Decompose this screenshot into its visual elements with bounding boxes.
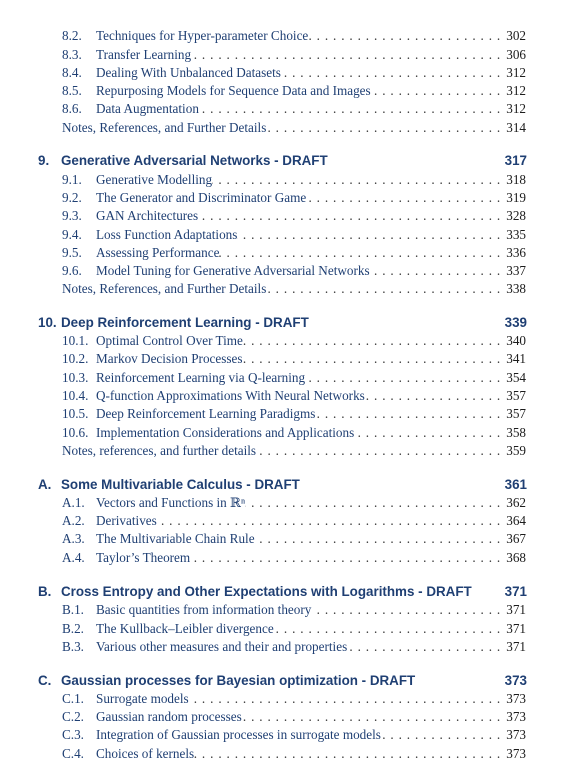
toc-entry-a-4[interactable] bbox=[62, 548, 526, 567]
leader-dots bbox=[237, 225, 500, 244]
page-number: 314 bbox=[506, 120, 526, 135]
section-title: Integration of Gaussian processes in surrogate models bbox=[96, 727, 381, 742]
section-title: Derivatives bbox=[96, 513, 157, 528]
section-number: 8.3. bbox=[62, 47, 82, 62]
leader-dots bbox=[266, 118, 500, 137]
section-title: Techniques for Hyper-parameter Choice bbox=[96, 28, 309, 43]
section-title: The Multivariable Chain Rule bbox=[96, 531, 255, 546]
leader-dots bbox=[194, 744, 500, 763]
page-number: 371 bbox=[504, 584, 527, 599]
section-number: 10.2. bbox=[62, 351, 89, 366]
chapter-number: 10. bbox=[38, 315, 57, 330]
section-title: Notes, References, and Further Details bbox=[62, 120, 267, 135]
page-number: 335 bbox=[506, 227, 526, 242]
leader-dots bbox=[190, 548, 500, 567]
section-number: 10.4. bbox=[62, 388, 89, 403]
leader-dots bbox=[305, 368, 500, 387]
leader-dots bbox=[381, 725, 500, 744]
page-number: 339 bbox=[504, 315, 527, 330]
page-number: 336 bbox=[506, 245, 526, 260]
leader-dots bbox=[243, 331, 500, 350]
section-number: C.3. bbox=[62, 727, 84, 742]
section-number: 8.2. bbox=[62, 28, 82, 43]
toc-entry-notes[interactable] bbox=[62, 118, 526, 137]
chapter-title: Some Multivariable Calculus - DRAFT bbox=[61, 477, 300, 492]
page-number: 358 bbox=[506, 425, 526, 440]
page-number: 368 bbox=[506, 550, 526, 565]
section-number: B.2. bbox=[62, 621, 84, 636]
toc-entry-a-3[interactable] bbox=[62, 529, 526, 548]
section-number: C.1. bbox=[62, 691, 84, 706]
section-title: Notes, references, and further details bbox=[62, 443, 257, 458]
leader-dots bbox=[189, 689, 501, 708]
page-number: 338 bbox=[506, 281, 526, 296]
section-title: Implementation Considerations and Applications bbox=[96, 425, 355, 440]
leader-dots bbox=[281, 63, 500, 82]
page-number: 306 bbox=[506, 47, 526, 62]
toc-entry-10-4[interactable] bbox=[62, 386, 526, 405]
leader-dots bbox=[308, 26, 500, 45]
section-title: The Generator and Discriminator Game bbox=[96, 190, 307, 205]
page-number: 312 bbox=[506, 83, 526, 98]
page-number: 362 bbox=[506, 495, 526, 510]
section-title: Various other measures and their and properties bbox=[96, 639, 348, 654]
section-title: Transfer Learning bbox=[96, 47, 192, 62]
toc-chapter-9[interactable] bbox=[38, 150, 527, 171]
page-number: 373 bbox=[506, 727, 526, 742]
section-title: Taylor’s Theorem bbox=[96, 550, 191, 565]
page-number: 359 bbox=[506, 443, 526, 458]
page-number: 371 bbox=[506, 602, 526, 617]
toc-entry-10-6[interactable] bbox=[62, 423, 526, 442]
toc-entry-c-3[interactable] bbox=[62, 725, 526, 744]
page-number: 373 bbox=[506, 709, 526, 724]
section-title: The Kullback–Leibler divergence bbox=[96, 621, 274, 636]
section-number: B.3. bbox=[62, 639, 84, 654]
section-title: Gaussian random processes bbox=[96, 709, 242, 724]
toc-entry-c-2[interactable] bbox=[62, 707, 526, 726]
section-number: 9.4. bbox=[62, 227, 82, 242]
page-number: 340 bbox=[506, 333, 526, 348]
page-number: 367 bbox=[506, 531, 526, 546]
page-number: 312 bbox=[506, 65, 526, 80]
toc-entry-10-1[interactable] bbox=[62, 331, 526, 350]
section-number: A.4. bbox=[62, 550, 85, 565]
page-number: 373 bbox=[504, 673, 527, 688]
section-title: Generative Modelling bbox=[96, 172, 213, 187]
leader-dots bbox=[219, 243, 500, 262]
chapter-number: C. bbox=[38, 673, 52, 688]
section-number: 9.1. bbox=[62, 172, 82, 187]
leader-dots bbox=[274, 619, 501, 638]
toc-appendix-a[interactable] bbox=[38, 474, 527, 495]
chapter-title: Cross Entropy and Other Expectations with Logarithms - DRAFT bbox=[61, 584, 472, 599]
section-title: Model Tuning for Generative Adversarial Networks bbox=[96, 263, 370, 278]
toc-entry-8-3[interactable] bbox=[62, 45, 526, 64]
leader-dots bbox=[311, 600, 500, 619]
section-title: Dealing With Unbalanced Datasets bbox=[96, 65, 281, 80]
section-title: Q-function Approximations With Neural Networks bbox=[96, 388, 365, 403]
section-number: 9.2. bbox=[62, 190, 82, 205]
toc-entry-b-1[interactable] bbox=[62, 600, 526, 619]
toc-entry-9-2[interactable] bbox=[62, 188, 526, 207]
page-number: 328 bbox=[506, 208, 526, 223]
toc-entry-9-1[interactable] bbox=[62, 170, 526, 189]
section-number: 9.3. bbox=[62, 208, 82, 223]
section-title: Data Augmentation bbox=[96, 101, 199, 116]
section-title: Repurposing Models for Sequence Data and Images bbox=[96, 83, 371, 98]
leader-dots bbox=[245, 493, 500, 512]
section-title: Assessing Performance bbox=[96, 245, 220, 260]
toc-entry-c-1[interactable] bbox=[62, 689, 526, 708]
page-number: 357 bbox=[506, 388, 526, 403]
toc-entry-9-5[interactable] bbox=[62, 243, 526, 262]
chapter-title: Deep Reinforcement Learning - DRAFT bbox=[61, 315, 309, 330]
toc-entry-10-3[interactable] bbox=[62, 368, 526, 387]
toc-entry-8-5[interactable] bbox=[62, 81, 526, 100]
section-number: A.3. bbox=[62, 531, 85, 546]
leader-dots bbox=[354, 423, 500, 442]
section-title: Markov Decision Processes bbox=[96, 351, 243, 366]
toc-entry-a-1[interactable] bbox=[62, 493, 526, 512]
leader-dots bbox=[198, 206, 500, 225]
section-number: 8.5. bbox=[62, 83, 82, 98]
leader-dots bbox=[243, 349, 501, 368]
section-title: Optimal Control Over Time bbox=[96, 333, 243, 348]
section-number: 8.4. bbox=[62, 65, 82, 80]
chapter-title: Gaussian processes for Bayesian optimization - DRAFT bbox=[61, 673, 416, 688]
chapter-number: 9. bbox=[38, 153, 50, 168]
page-number: 341 bbox=[506, 351, 526, 366]
leader-dots bbox=[242, 707, 500, 726]
leader-dots bbox=[347, 637, 500, 656]
chapter-number: B. bbox=[38, 584, 52, 599]
section-title: Notes, References, and Further Details bbox=[62, 281, 267, 296]
section-title: Deep Reinforcement Learning Paradigms bbox=[96, 406, 316, 421]
page-number: 371 bbox=[506, 621, 526, 636]
chapter-title: Generative Adversarial Networks - DRAFT bbox=[61, 153, 328, 168]
toc-appendix-b[interactable] bbox=[38, 581, 527, 602]
section-number: 10.6. bbox=[62, 425, 89, 440]
section-number: 10.3. bbox=[62, 370, 89, 385]
leader-dots bbox=[191, 45, 500, 64]
section-number: A.1. bbox=[62, 495, 85, 510]
toc-entry-8-6[interactable] bbox=[62, 99, 526, 118]
leader-dots bbox=[365, 386, 500, 405]
page-number: 317 bbox=[504, 153, 527, 168]
section-title: Surrogate models bbox=[96, 691, 189, 706]
toc-entry-notes[interactable] bbox=[62, 279, 526, 298]
page-number: 364 bbox=[506, 513, 526, 528]
leader-dots bbox=[256, 441, 500, 460]
toc-chapter-10[interactable] bbox=[38, 312, 527, 333]
section-number: A.2. bbox=[62, 513, 85, 528]
section-number: 10.1. bbox=[62, 333, 89, 348]
toc-entry-a-2[interactable] bbox=[62, 511, 526, 530]
page-number: 357 bbox=[506, 406, 526, 421]
leader-dots bbox=[212, 170, 500, 189]
page-number: 373 bbox=[506, 691, 526, 706]
leader-dots bbox=[306, 188, 500, 207]
page-number: 361 bbox=[504, 477, 527, 492]
leader-dots bbox=[315, 404, 500, 423]
toc-entry-8-2[interactable] bbox=[62, 26, 526, 45]
page-number: 318 bbox=[506, 172, 526, 187]
toc-entry-9-3[interactable] bbox=[62, 206, 526, 225]
section-title: Loss Function Adaptations bbox=[96, 227, 238, 242]
page-number: 302 bbox=[506, 28, 526, 43]
section-number: C.4. bbox=[62, 746, 84, 761]
toc-appendix-c[interactable] bbox=[38, 670, 527, 691]
section-number: 9.5. bbox=[62, 245, 82, 260]
section-title: Reinforcement Learning via Q-learning bbox=[96, 370, 306, 385]
toc-entry-b-2[interactable] bbox=[62, 619, 526, 638]
toc-entry-notes[interactable] bbox=[62, 441, 526, 460]
page-number: 312 bbox=[506, 101, 526, 116]
section-title: Choices of kernels bbox=[96, 746, 195, 761]
page-number: 371 bbox=[506, 639, 526, 654]
page-number: 354 bbox=[506, 370, 526, 385]
toc-entry-c-4[interactable] bbox=[62, 744, 526, 763]
page-number: 319 bbox=[506, 190, 526, 205]
leader-dots bbox=[157, 511, 500, 530]
leader-dots bbox=[266, 279, 500, 298]
section-title: Basic quantities from information theory bbox=[96, 602, 312, 617]
page-number: 337 bbox=[506, 263, 526, 278]
toc-entry-b-3[interactable] bbox=[62, 637, 526, 656]
leader-dots bbox=[199, 99, 500, 118]
section-title: Vectors and Functions in ℝⁿ bbox=[96, 495, 246, 510]
page-number: 373 bbox=[506, 746, 526, 761]
leader-dots bbox=[255, 529, 501, 548]
leader-dots bbox=[371, 81, 501, 100]
section-number: C.2. bbox=[62, 709, 84, 724]
section-number: 8.6. bbox=[62, 101, 82, 116]
chapter-number: A. bbox=[38, 477, 52, 492]
toc-entry-10-2[interactable] bbox=[62, 349, 526, 368]
toc-entry-10-5[interactable] bbox=[62, 404, 526, 423]
section-number: 10.5. bbox=[62, 406, 89, 421]
section-number: B.1. bbox=[62, 602, 84, 617]
section-title: GAN Architectures bbox=[96, 208, 199, 223]
toc-entry-8-4[interactable] bbox=[62, 63, 526, 82]
leader-dots bbox=[370, 261, 501, 280]
toc-entry-9-6[interactable] bbox=[62, 261, 526, 280]
toc-entry-9-4[interactable] bbox=[62, 225, 526, 244]
section-number: 9.6. bbox=[62, 263, 82, 278]
